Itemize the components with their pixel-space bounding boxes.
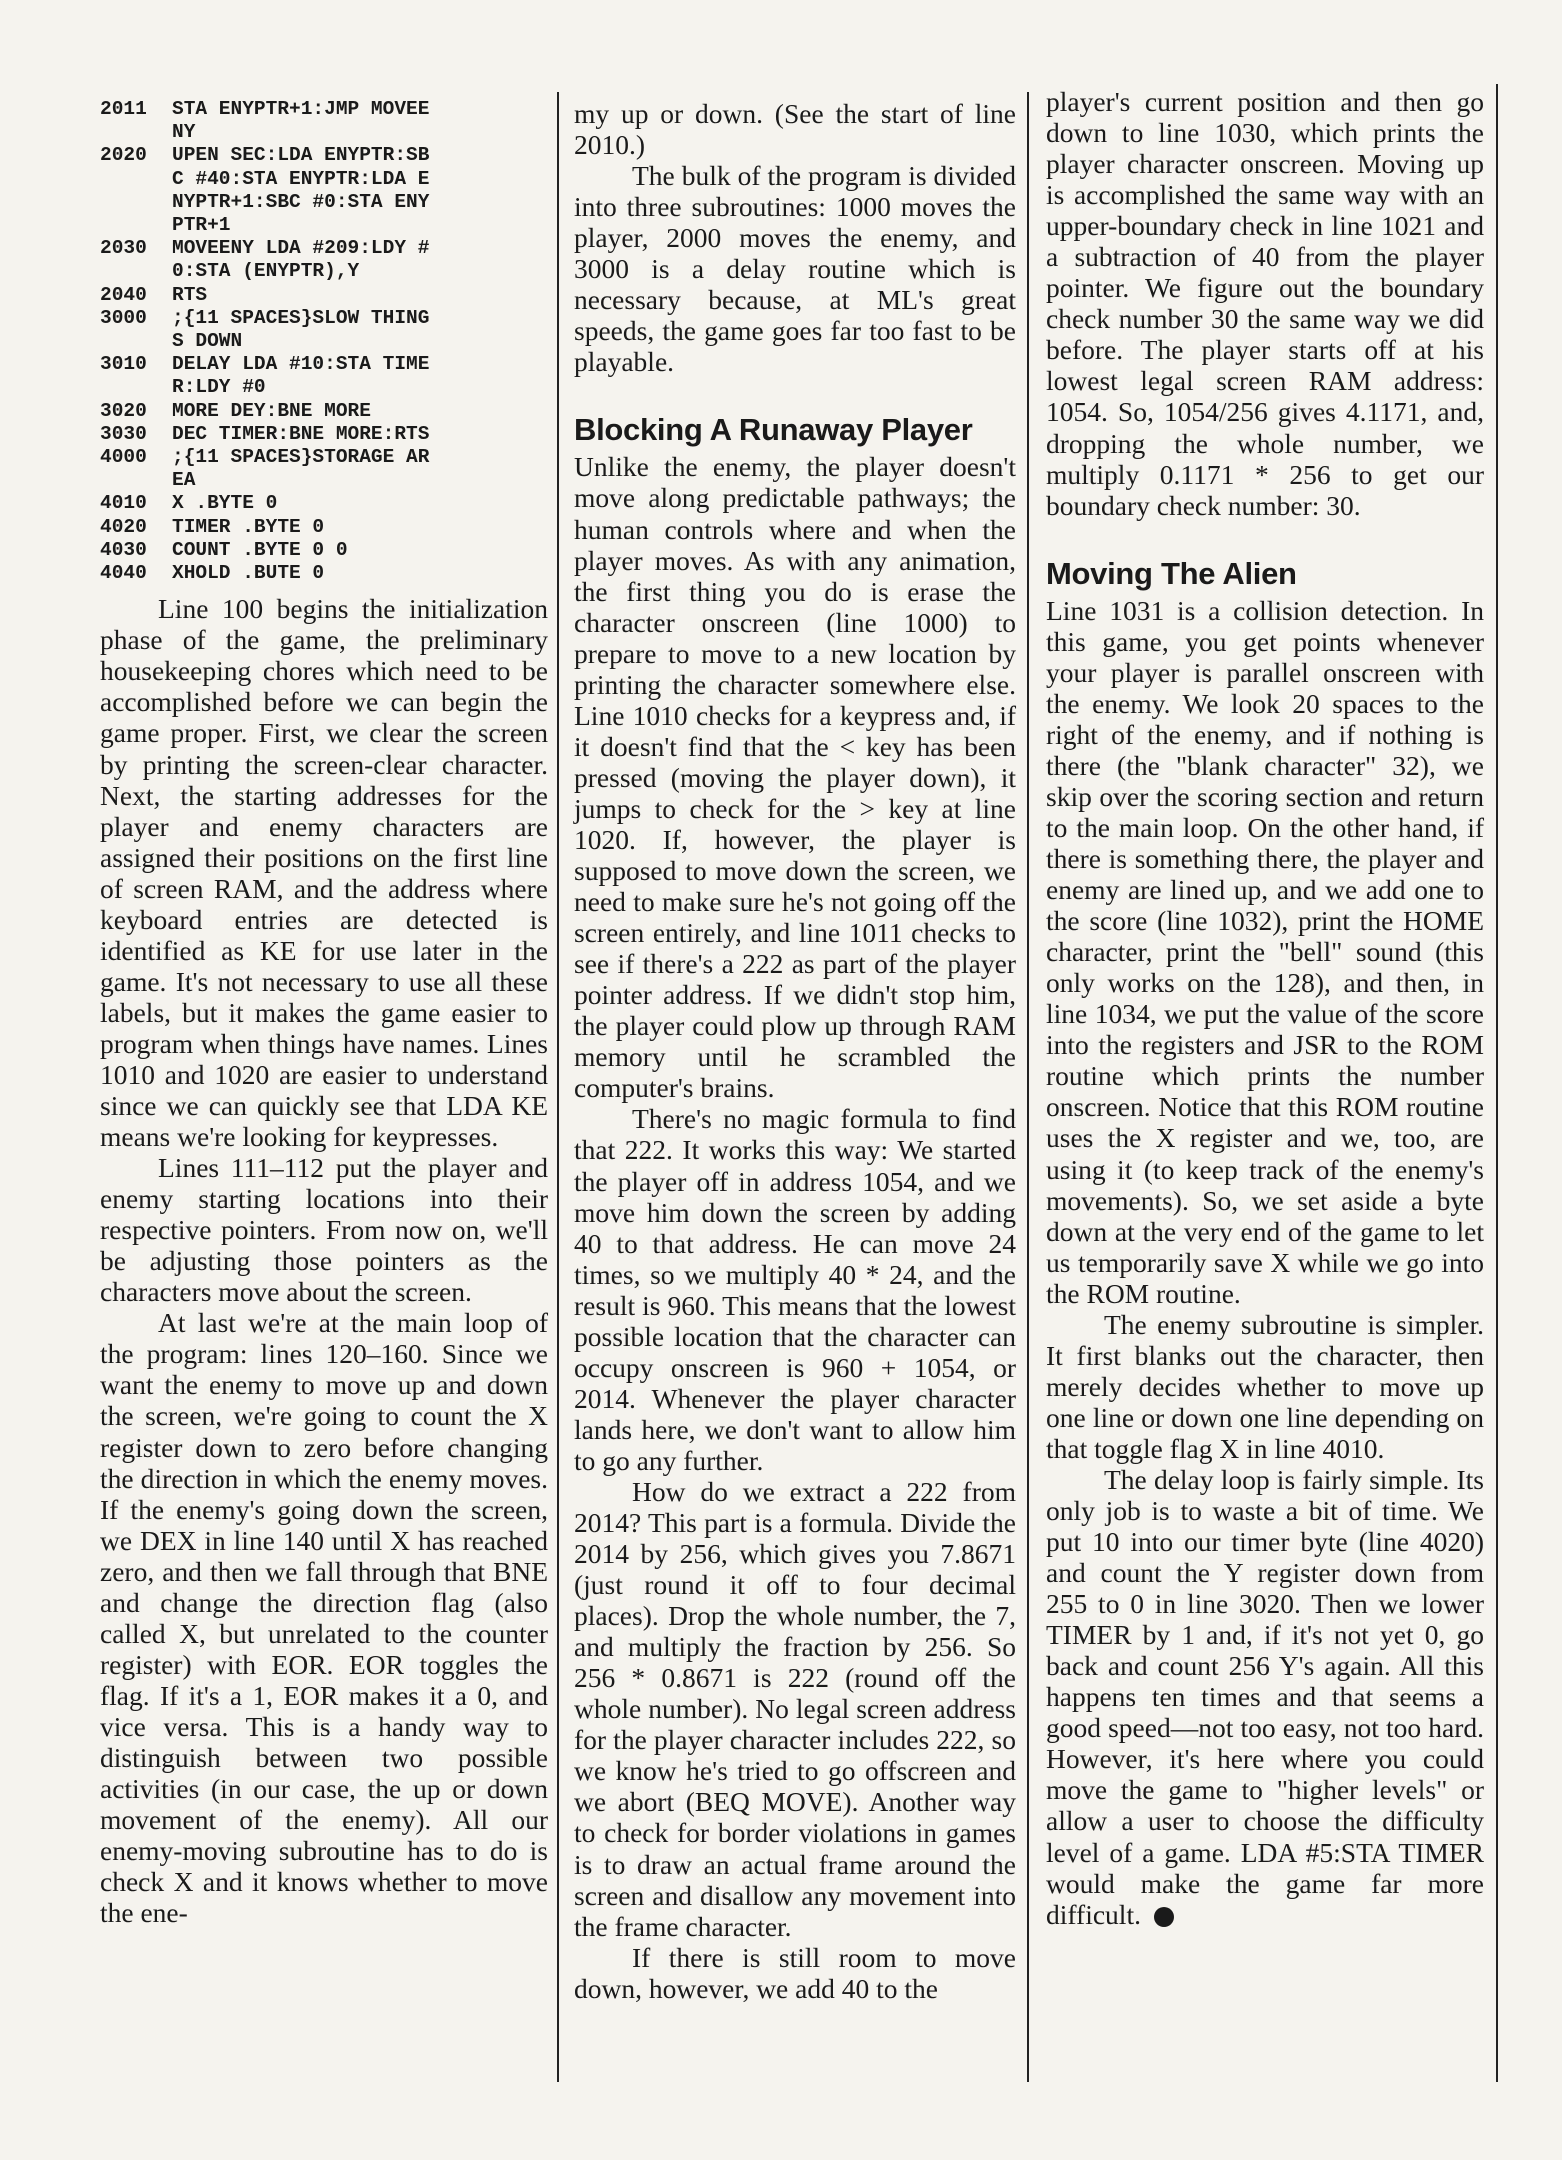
code-line-text: DELAY LDA #10:STA TIME R:LDY #0 xyxy=(172,353,430,399)
code-line-text: UPEN SEC:LDA ENYPTR:SB C #40:STA ENYPTR:LDA E NYPTR+1:SBC #0:STA ENY PTR+1 xyxy=(172,144,430,237)
body-paragraph: my up or down. (See the start of line 2010.) xyxy=(574,98,1016,161)
section-heading: Moving The Alien xyxy=(1046,555,1297,591)
column-3-text-bottom xyxy=(1046,595,1484,1930)
code-line-number: 4010 xyxy=(100,492,147,515)
body-paragraph: Line 1031 is a collision detection. In this game, you get points whenever your player is parallel onscreen with the enemy. We look 20 spaces to the right of the enemy, and if nothing is there (the "blank character" 32), we skip over the scoring section and return to the main loop. On the other hand, if there is something there, the player and enemy are lined up, and we add one to the score (line 1032), print the HOME character, print the "bell" sound (this only works on the 128), and then, in line 1034, we put the value of the score into the registers and JSR to the ROM routine which prints the number onscreen. Notice that this ROM routine uses the X register and we, too, are using it (to keep track of the enemy's movements). So, we set aside a byte down at the very end of the game to let us temporarily save X while we go into the ROM routine. xyxy=(1046,594,1484,1309)
body-paragraph: There's no magic formula to find that 222. It works this way: We started the player off in address 1054, and we move him down the screen by adding 40 to that address. He can move 24 times, so we multiply 40 * 24, and the result is 960. This means that the lowest possible location that the character can occupy onscreen is 960 + 1054, or 2014. Whenever the player character lands here, we don't want to allow him to go any further. xyxy=(574,1103,1016,1476)
body-paragraph: The enemy subroutine is simpler. It first blanks out the character, then merely decides whether to move up one line or down one line depending on that toggle flag X in line 4010. xyxy=(1046,1308,1484,1464)
code-line xyxy=(100,144,548,237)
end-of-article-icon xyxy=(1154,1907,1174,1927)
code-line xyxy=(100,284,548,307)
code-line-number: 4040 xyxy=(100,562,147,585)
code-line xyxy=(100,446,548,492)
body-paragraph: If there is still room to move down, however, we add 40 to the xyxy=(574,1941,1016,2004)
code-line-number: 4000 xyxy=(100,446,147,469)
code-line-text: DEC TIMER:BNE MORE:RTS xyxy=(172,422,430,445)
code-line xyxy=(100,400,548,423)
code-line xyxy=(100,516,548,539)
column-3 xyxy=(1046,86,1484,1930)
column-2 xyxy=(574,98,1016,2004)
body-paragraph: The bulk of the program is divided into three subroutines: 1000 moves the player, 2000 moves the enemy, and 3000 is a delay routine which is necessary because, at ML's great speeds, the game goes far too fast to be playable. xyxy=(574,160,1016,378)
column-2-text-top xyxy=(574,98,1016,377)
code-listing xyxy=(100,98,548,585)
body-paragraph: How do we extract a 222 from 2014? This part is a formula. Divide the 2014 by 256, which gives you 7.8671 (just round it off to four decimal places). Drop the whole number, the 7, and multiply the fraction by 256. So 256 * 0.8671 is 222 (round off the whole number). No legal screen address for the player character includes 222, so we know he's tried to go offscreen and we abort (BEQ MOVE). Another way to check for border violations in games is to draw an actual frame around the screen and disallow any movement into the frame character. xyxy=(574,1475,1016,1942)
code-line-number: 2030 xyxy=(100,237,147,260)
code-line-text: STA ENYPTR+1:JMP MOVEE NY xyxy=(172,98,430,144)
body-paragraph: Line 100 begins the initialization phase of the game, the preliminary housekeeping chores which need to be accomplished before we can begin the game proper. First, we clear the screen by printing the screen-clear character. Next, the starting addresses for the player and enemy characters are assigned their positions on the first line of screen RAM, and the address where keyboard entries are detected is identified as KE for use later in the game. It's not necessary to use all these labels, but it makes the game easier to program when things have names. Lines 1010 and 1020 are easier to understand since we can quickly see that LDA KE means we're looking for keypresses. xyxy=(100,593,548,1153)
column-2-text-bottom xyxy=(574,451,1016,2003)
code-line xyxy=(100,423,548,446)
body-paragraph: Lines 111–112 put the player and enemy starting locations into their respective pointers. From now on, we'll be adjusting those pointers as the characters move about the screen. xyxy=(100,1152,548,1308)
code-line-text: MOVEENY LDA #209:LDY # 0:STA (ENYPTR),Y xyxy=(172,237,430,283)
code-line xyxy=(100,307,548,353)
code-line-number: 3000 xyxy=(100,306,147,329)
code-line xyxy=(100,353,548,399)
code-line-number: 4020 xyxy=(100,515,147,538)
code-line-number: 3020 xyxy=(100,399,147,422)
column-3-text-top xyxy=(1046,86,1484,521)
code-line xyxy=(100,237,548,283)
column-rule xyxy=(1496,84,1498,2082)
code-line xyxy=(100,539,548,562)
code-line xyxy=(100,98,548,144)
code-line xyxy=(100,562,548,585)
body-paragraph: The delay loop is fairly simple. Its only job is to waste a bit of time. We put 10 into our timer byte (line 4020) and count the Y register down from 255 to 0 in line 3020. Then we lower TIMER by 1 and, if it's not yet 0, go back and count 256 Y's again. All this happens ten times and that seems a good speed—not too easy, not too hard. However, it's here where you could move the game to "higher levels" or allow a user to choose the difficulty level of a game. LDA #5:STA TIMER would make the game far more difficult. xyxy=(1046,1463,1484,1930)
column-1 xyxy=(100,98,548,1928)
code-line xyxy=(100,492,548,515)
code-line-text: ;{11 SPACES}STORAGE AR EA xyxy=(172,446,430,492)
code-line-text: ;{11 SPACES}SLOW THING S DOWN xyxy=(172,306,430,353)
code-line-text: X .BYTE 0 xyxy=(172,492,278,515)
code-line-number: 4030 xyxy=(100,538,147,561)
code-line-text: RTS xyxy=(172,283,208,306)
code-line-text: MORE DEY:BNE MORE xyxy=(172,399,371,422)
code-line-number: 3030 xyxy=(100,422,147,445)
column-1-text xyxy=(100,593,548,1928)
body-paragraph: Unlike the enemy, the player doesn't move along predictable pathways; the human controls where and when the player moves. As with any animation, the first thing you do is erase the character onscreen (line 1000) to prepare to move to a new location by printing the character somewhere else. Line 1010 checks for a keypress and, if it doesn't find that the < key has been pressed (moving the player down), it jumps to check for the > key at line 1020. If, however, the player is supposed to move down the screen, we need to make sure he's not going off the screen entirely, and line 1011 checks to see if there's a 222 as part of the player pointer address. If we didn't stop him, the player could plow up through RAM memory until he scrambled the computer's brains. xyxy=(574,451,1016,1104)
code-line-number: 2011 xyxy=(100,98,147,120)
column-rule xyxy=(1027,92,1029,2082)
code-line-number: 3010 xyxy=(100,353,147,376)
code-line-text: XHOLD .BUTE 0 xyxy=(172,562,325,585)
code-line-text: COUNT .BYTE 0 0 xyxy=(172,538,348,561)
code-line-text: TIMER .BYTE 0 xyxy=(172,515,325,538)
code-line-number: 2040 xyxy=(100,283,147,306)
section-heading: Blocking A Runaway Player xyxy=(574,412,973,448)
column-rule xyxy=(557,92,559,2082)
code-line-number: 2020 xyxy=(100,144,147,167)
body-paragraph: player's current position and then go down to line 1030, which prints the player character onscreen. Moving up is accomplished the same way with an upper-boundary check in line 1021 and a subtraction of 40 from the player pointer. We figure out the boundary check number 30 the same way we did before. The player starts off at his lowest legal screen RAM address: 1054. So, 1054/256 gives 4.1171, and, dropping the whole number, we multiply 0.1171 * 256 to get our boundary check number: 30. xyxy=(1046,86,1484,521)
body-paragraph: At last we're at the main loop of the program: lines 120–160. Since we want the enemy to move up and down the screen, we're going to count the X register down to zero before changing the direction in which the enemy moves. If the enemy's going down the screen, we DEX in line 140 until X has reached zero, and then we fall through that BNE and change the direction flag (also called X, but unrelated to the counter register) with EOR. EOR toggles the flag. If it's a 1, EOR makes it a 0, and vice versa. This is a handy way to distinguish between two possible activities (in our case, the up or down movement of the enemy). All our enemy-moving subroutine has to do is check X and it knows whether to move the ene- xyxy=(100,1307,548,1929)
